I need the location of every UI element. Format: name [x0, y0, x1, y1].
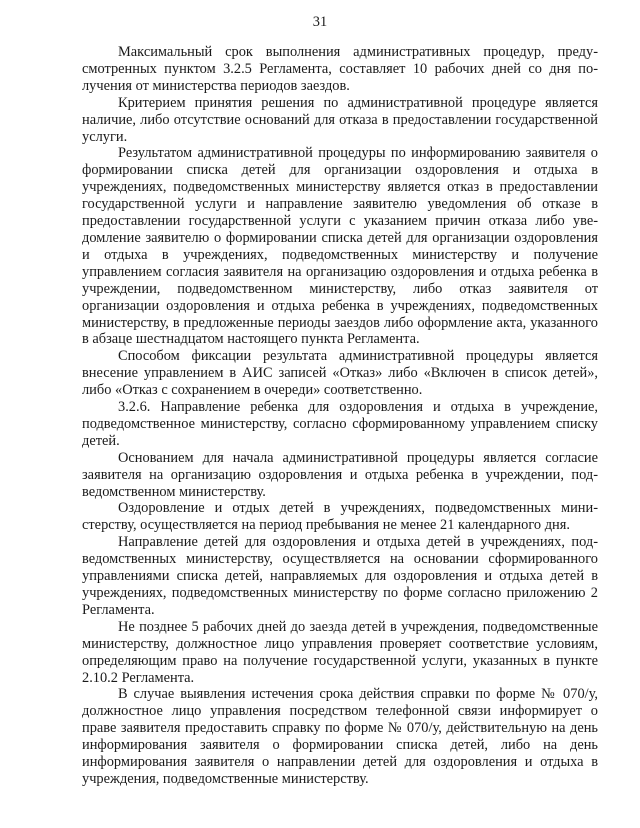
paragraph-max-duration: Максимальный срок выполнения административных процедур, предусмотренных пунктом 3.2.5 Регламента, составляет 10 рабочих дней со дня получения от министерства периодов заездов.: [82, 44, 598, 94]
paragraph-section-3-2-6: 3.2.6. Направление ребенка для оздоровления и отдыха в учреждение, подведомственное министерству, согласно сформированному управлением списку детей.: [82, 399, 598, 449]
paragraph-procedure-basis: Основанием для начала административной процедуры является согласие заявителя на организацию оздоровления и отдыха ребенка в учреждении, подведомственном министерству.: [82, 449, 598, 500]
page-number: 31: [312, 14, 328, 30]
paragraph-certificate-expiry: В случае выявления истечения срока действия справки по форме № 070/у, должностное лицо управления посредством телефонной связи информирует о праве заявителя предоставить справку по форме № 070/у, действительную на день информирования заявителя о формировании списка детей, либо на день информирования заявителя о направлении детей для оздоровления и отдыха в учреждения, подведомственные министерству.: [82, 686, 598, 787]
paragraph-referral-basis: Направление детей для оздоровления и отдыха детей в учреждениях, подведомственных министерству, осуществляется на основании сформированного управлениями списка детей, направляемых для оздоровления и отдыха детей в учреждениях, подведомственных министерству по форме согласно приложению 2 Регламента.: [82, 534, 598, 618]
paragraph-stay-duration: Оздоровление и отдых детей в учреждениях, подведомственных министерству, осуществляется на период пребывания не менее 21 календарного дня.: [82, 500, 598, 534]
document-body: [82, 44, 598, 788]
paragraph-procedure-result: Результатом административной процедуры по информированию заявителя о формировании списка детей для организации оздоровления и отдыха в учреждениях, подведомственных министерству является отказ в предоставлении государственной услуги и направление заявителю уведомления об отказе в предоставлении государственной услуги с указанием причин отказа либо уведомление заявителю о формировании списка детей для организации оздоровления и отдыха в учреждениях, подведомственных министерству и получение управлением согласия заявителя на организацию оздоровления и отдыха ребенка в учреждении, подведомственном министерству, либо отказ заявителя от организации оздоровления и отдыха ребенка в учреждениях, подведомственных министерству, в предложенные периоды заездов либо оформление акта, указанного в абзаце шестнадцатом настоящего пункта Регламента.: [82, 145, 598, 348]
paragraph-result-recording: Способом фиксации результата административной процедуры является внесение управлением в АИС записей «Отказ» либо «Включен в список детей», либо «Отказ с сохранением в очереди» соответственно.: [82, 348, 598, 399]
paragraph-decision-criterion: Критерием принятия решения по административной процедуре является наличие, либо отсутствие оснований для отказа в предоставлении государственной услуги.: [82, 94, 598, 145]
paragraph-eligibility-check: Не позднее 5 рабочих дней до заезда детей в учреждения, подведомственные министерству, должностное лицо управления проверяет соответствие условиям, определяющим право на получение государственной услуги, указанных в пункте 2.10.2 Регламента.: [82, 618, 598, 686]
